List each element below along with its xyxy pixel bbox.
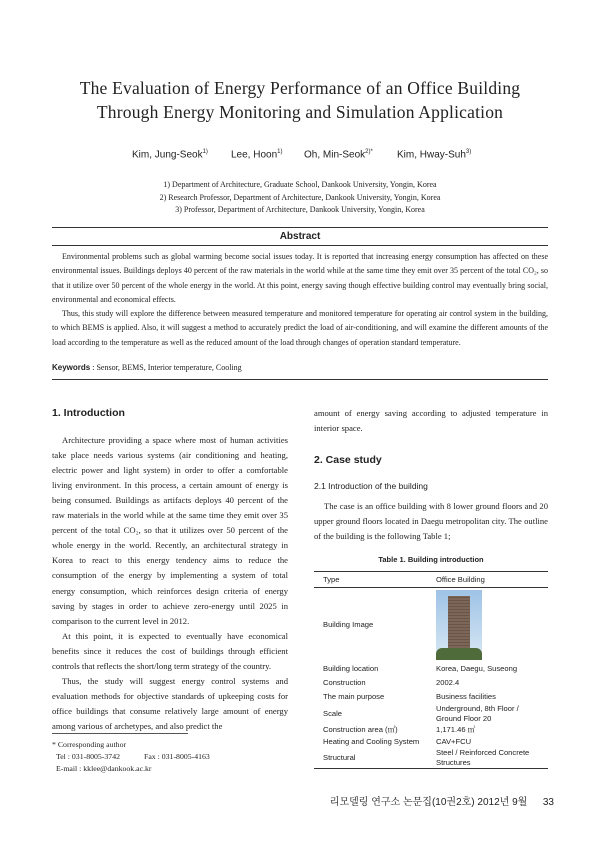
section-heading: 2. Case study xyxy=(314,454,382,467)
keywords-label: Keywords xyxy=(52,363,91,372)
building-image xyxy=(427,588,548,663)
row-label: The main purpose xyxy=(323,692,385,701)
journal-info: 리모델링 연구소 논문집(10권2호) 2012년 9월 xyxy=(329,797,528,808)
row-label: Scale xyxy=(323,709,342,718)
subsection-heading: 2.1 Introduction of the building xyxy=(314,481,428,492)
title-line: Through Energy Monitoring and Simulation Application xyxy=(96,102,504,122)
row-label: Heating and Cooling System xyxy=(323,737,420,746)
row-value: Office Building xyxy=(427,572,548,588)
affiliation: 2) Research Professor, Department of Architecture, Dankook University, Yongin, Korea xyxy=(159,192,441,202)
footnote xyxy=(52,739,210,775)
keywords-text: : Sensor, BEMS, Interior temperature, Cooling xyxy=(92,363,242,372)
abstract-paragraph: Environmental problems such as global warming become social issues today. It is reported that increasing energy consumption has affected on these environmental issues. Buildings deploys 40 percent of the raw materials in the world while at the same time they emit over 35 percent of the total CO₂, so that it utilize over 50 percent of the whole energy in the world. At this point, energy saving though effective building control may eventually bring social, environmental and economical effects. xyxy=(52,252,548,304)
table-caption: Table 1. Building introduction xyxy=(378,555,484,564)
body-paragraph: Architecture providing a space where most of human activities take place needs various systems (air conditioning and heating, electric power and light system) in order to offer a comfortable living environment. In this process, a certain amount of energy is being consumed. Buildings as artifacts deploys 40 percent of the raw materials in the world while at the same time they emit over 35 percent of the total CO₂, so that it utilizes over 50 percent of the whole energy in the world. Recently, an architectural strategy in Korea to react to this energy tendency aims to reduce the consumption of the energy by implementing a system of total energy consumption, which reinforces design criteria of energy saving by stages in order to achieve zero-energy until 2025 in comparison to the current level in 2012. xyxy=(52,435,288,626)
building-table xyxy=(314,571,548,769)
right-column xyxy=(314,406,548,544)
affiliation: 1) Department of Architecture, Graduate School, Dankook University, Yongin, Korea xyxy=(163,180,437,189)
footnote-phone: Tel : 031-8005-3742 Fax : 031-8005-4163 xyxy=(56,752,210,761)
table-row xyxy=(314,736,548,748)
footnote-email: E-mail : kklee@dankook.ac.kr xyxy=(56,764,152,773)
row-label: Construction area (㎡) xyxy=(323,725,398,734)
left-column xyxy=(52,406,288,734)
row-value: Korea, Daegu, Suseong xyxy=(436,664,518,673)
keywords-line xyxy=(52,363,242,372)
page-number: 33 xyxy=(542,797,554,808)
row-label: Structural xyxy=(314,748,427,769)
row-value: 2002.4 xyxy=(436,678,460,687)
row-value: 1,171.46 ㎡ xyxy=(436,725,476,734)
row-label: Type xyxy=(314,572,427,588)
affiliations xyxy=(0,179,600,217)
footnote-divider xyxy=(52,733,188,734)
row-value: Underground, 8th Floor / Ground Floor 20 xyxy=(436,704,519,723)
title-line: The Evaluation of Energy Performance of an Office Building xyxy=(79,78,521,98)
row-label: Building Image xyxy=(323,620,374,629)
building-photo xyxy=(436,590,482,660)
section-heading: 1. Introduction xyxy=(52,407,125,419)
author: Oh, Min-Seok$^{2)*}$ xyxy=(304,149,373,161)
body-paragraph: amount of energy saving according to adjusted temperature in interior space. xyxy=(314,408,548,434)
table-row xyxy=(314,572,548,588)
table-row xyxy=(314,704,548,724)
row-value: Steel / Reinforced Concrete Structures xyxy=(427,748,548,769)
abstract-body xyxy=(52,250,548,350)
affiliation: 3) Professor, Department of Architecture, Dankook University, Yongin, Korea xyxy=(175,205,425,214)
paper-title xyxy=(0,76,600,124)
abstract-heading: Abstract xyxy=(52,227,548,246)
row-value: Business facilities xyxy=(436,692,496,701)
table-row xyxy=(314,676,548,690)
body-paragraph: The case is an office building with 8 lower ground floors and 20 upper ground floors located in Daegu metropolitan city. The outline of the building is the following Table 1; xyxy=(314,501,548,542)
row-label: Building location xyxy=(323,664,379,673)
table-row xyxy=(314,724,548,736)
abstract-paragraph: Thus, this study will explore the difference between measured temperature and monitored temperature for operating air control system in the building, to which BEMS is applied. Also, it will suggest a method to accurately predict the load of air-conditioning, and will examine the different amounts of the load according to the temperature as well as the reduced amount of the load through changes of operation standard temperature. xyxy=(52,309,548,347)
row-label: Construction xyxy=(323,678,366,687)
table-row xyxy=(314,588,548,663)
divider xyxy=(52,379,548,380)
body-paragraph: Thus, the study will suggest energy control systems and evaluation methods for objective standards of upkeeping costs for office buildings that consume relatively large amount of energy among various of archetypes, and also predict the xyxy=(52,675,288,731)
row-value: CAV+FCU xyxy=(436,737,472,746)
table-row xyxy=(314,748,548,769)
page-footer xyxy=(330,793,554,808)
table-row xyxy=(314,690,548,704)
table-row xyxy=(314,662,548,676)
author: Kim, Hway-Suh$^{3)}$ xyxy=(397,149,472,161)
author: Kim, Jung-Seok$^{1)}$ xyxy=(132,149,208,161)
author: Lee, Hoon$^{1)}$ xyxy=(231,149,283,161)
body-paragraph: At this point, it is expected to eventually have economical benefits since it reduces the cost of buildings through efficient controls that reflects the short/long term strategy of the country. xyxy=(52,630,288,671)
footnote-line: * Corresponding author xyxy=(52,740,127,749)
